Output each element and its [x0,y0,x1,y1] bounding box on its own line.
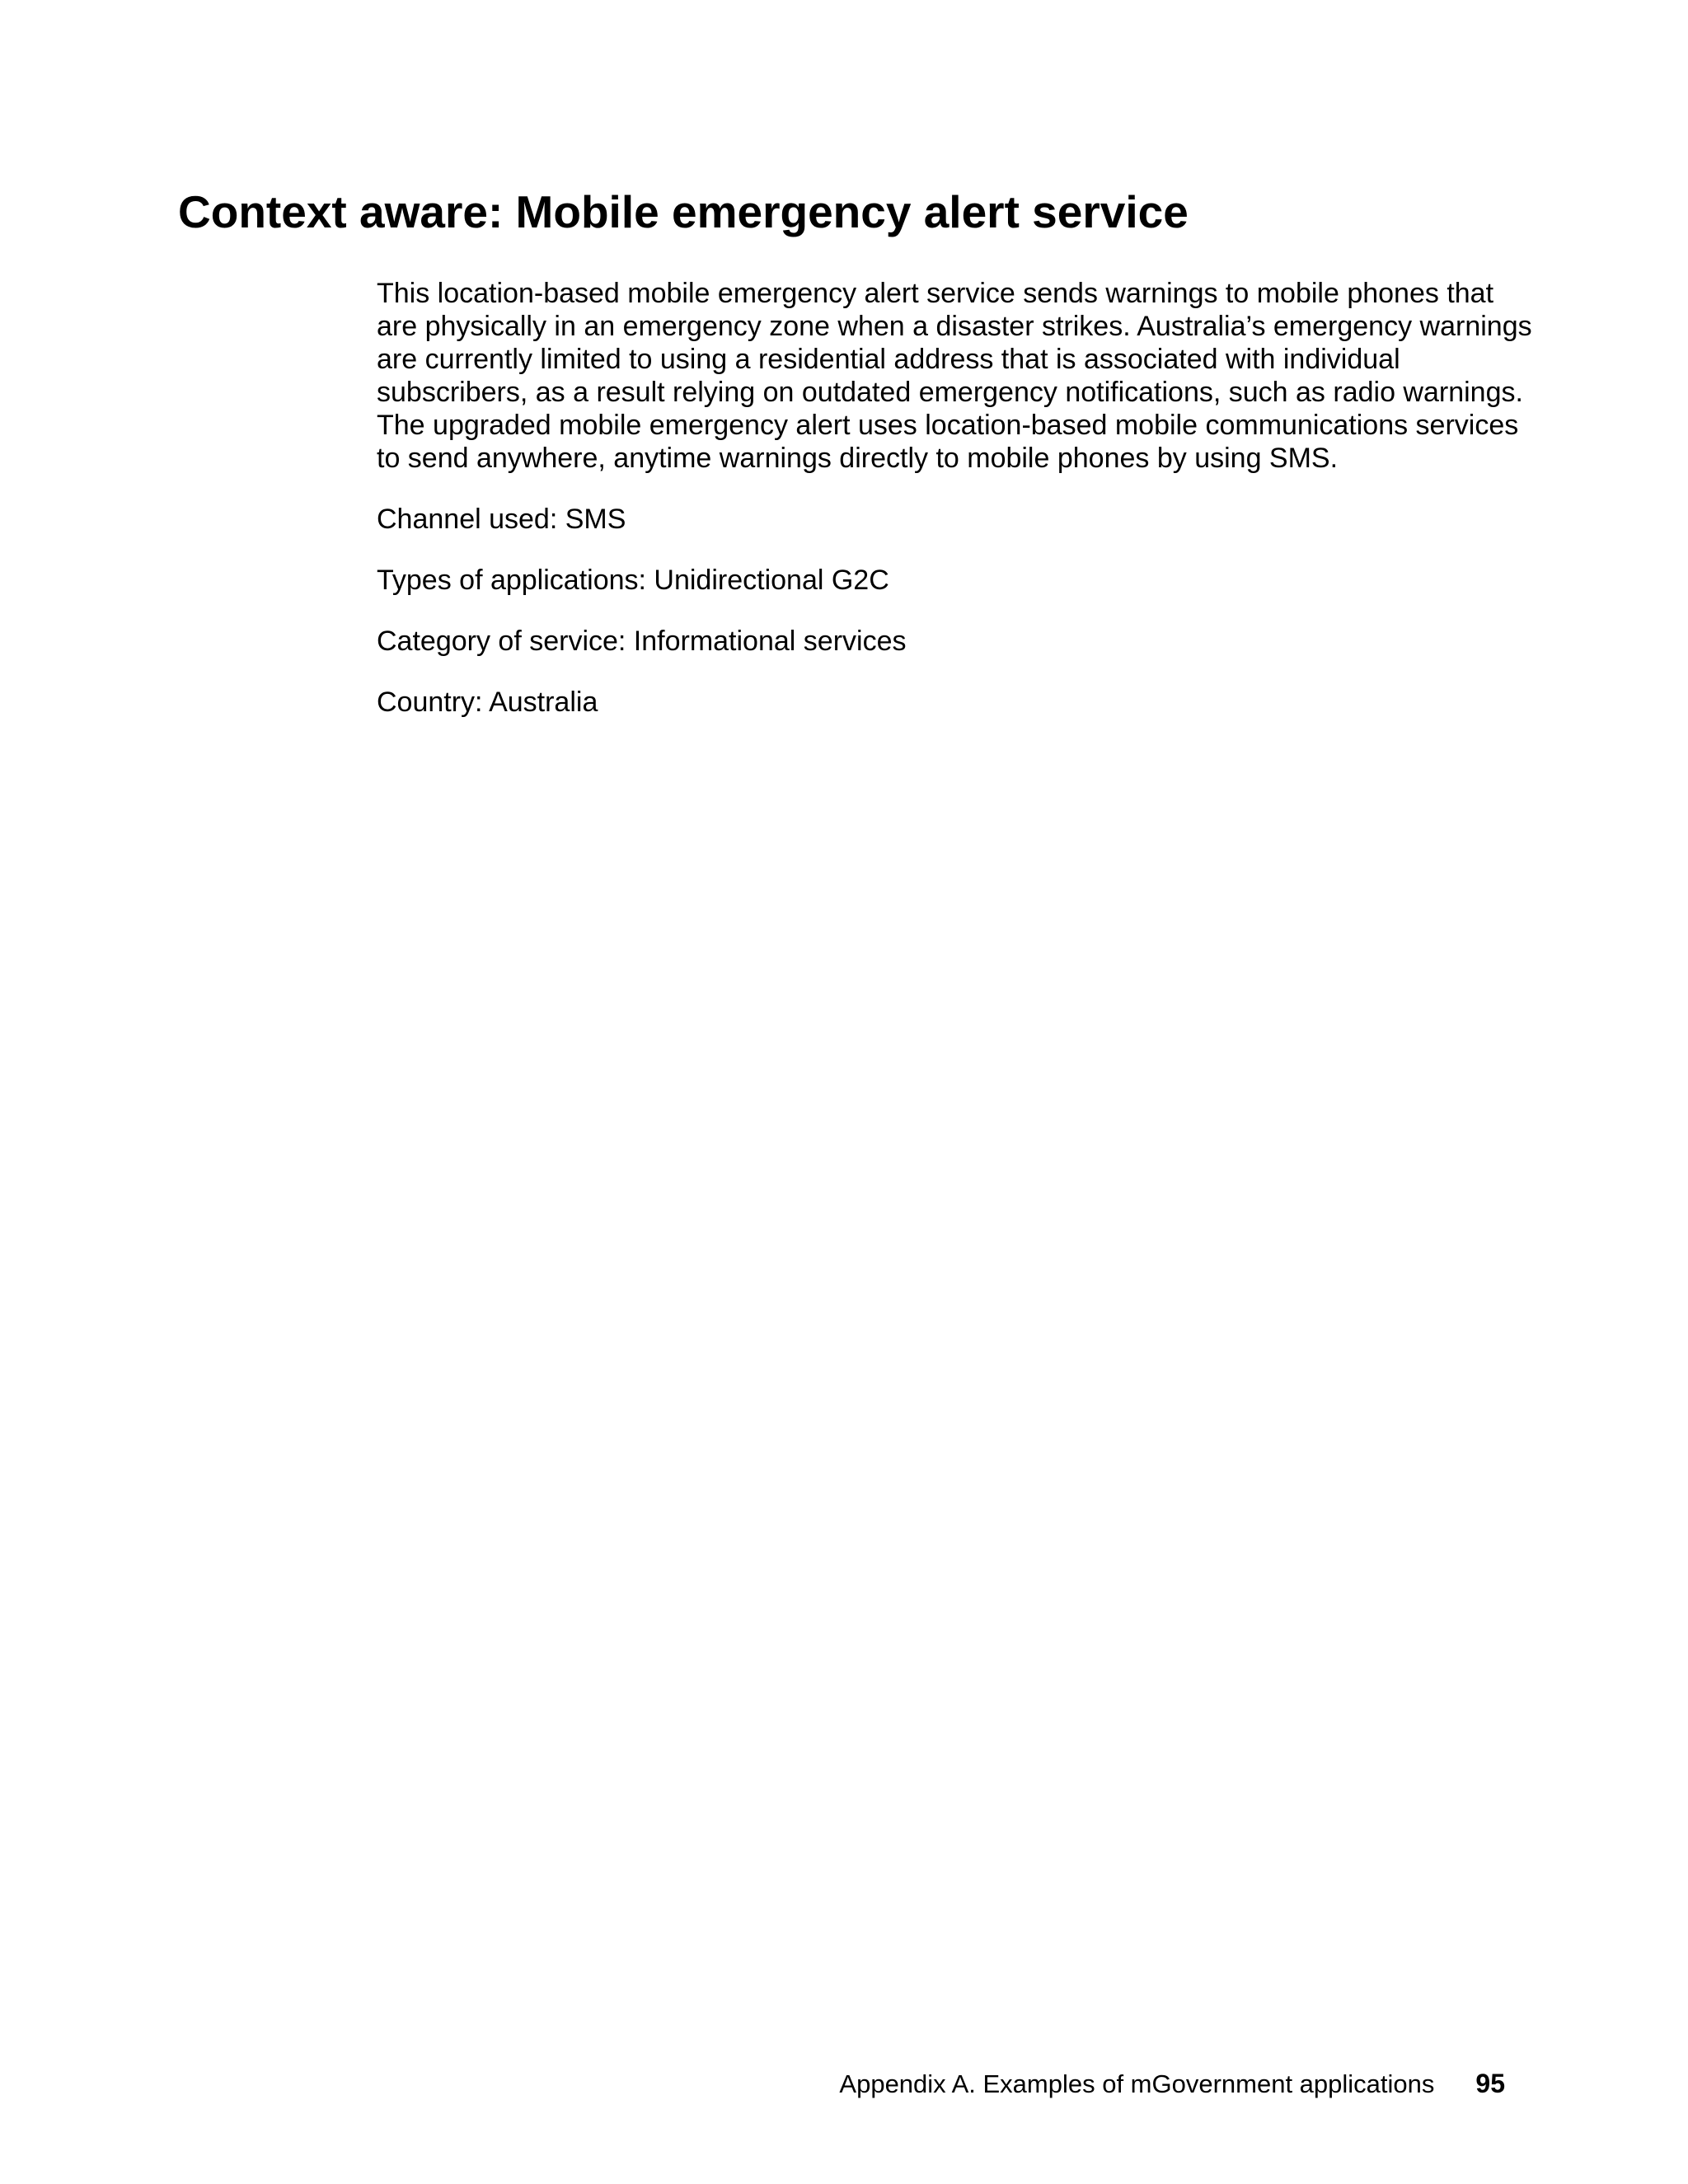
intro-line: subscribers, as a result relying on outdated emergency notifications, such as radio warnings. [377,377,1523,408]
intro-line: This location-based mobile emergency alert service sends warnings to mobile phones that [377,278,1494,309]
footer-title: Appendix A. Examples of mGovernment applications [839,2069,1435,2098]
country: Country: Australia [377,687,598,718]
intro-line: to send anywhere, anytime warnings directly to mobile phones by using SMS. [377,443,1339,474]
page-footer [839,2069,1505,2099]
page-title: Context aware: Mobile emergency alert service [178,186,1189,237]
category-of-service: Category of service: Informational services [377,626,907,657]
types-of-applications: Types of applications: Unidirectional G2C [377,565,889,596]
page-number: 95 [1475,2069,1505,2098]
intro-line: are currently limited to using a residential address that is associated with individual [377,344,1400,375]
intro-line: are physically in an emergency zone when a disaster strikes. Australia’s emergency warnings [377,311,1532,342]
intro-paragraph [377,277,1531,475]
intro-line: The upgraded mobile emergency alert uses location-based mobile communications services [377,410,1519,441]
section-body [377,277,1531,719]
channel-used: Channel used: SMS [377,504,626,535]
